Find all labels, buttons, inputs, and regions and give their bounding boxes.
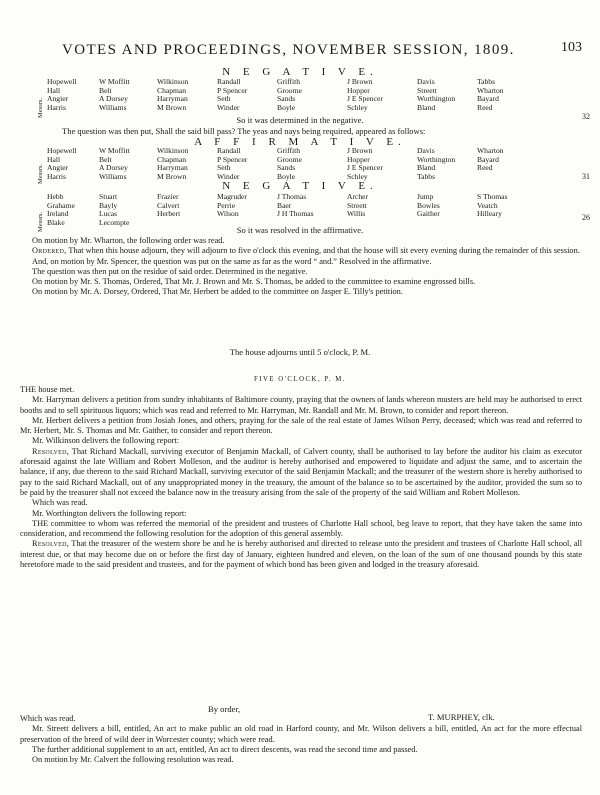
vote-column bbox=[157, 147, 188, 181]
member-name: J E Spencer bbox=[347, 163, 383, 173]
member-name: S Thomas bbox=[477, 192, 508, 201]
member-name: Chapman bbox=[157, 85, 187, 95]
affirmative-vote-list bbox=[47, 147, 567, 183]
member-name: Worthington bbox=[417, 154, 456, 164]
paragraph: Mr. Streett delivers a bill, entitled, An act to make public an old road in Harford county, and Mr. Wilson delivers a bill, entitled, An act for the more effectual preservation of the breed of wild deer in Worcester county; which were read. bbox=[20, 724, 582, 744]
page-number: 103 bbox=[561, 40, 582, 55]
member-name: Winder bbox=[217, 171, 240, 181]
member-name: J Brown bbox=[347, 146, 373, 155]
member-name: Chapman bbox=[157, 154, 187, 164]
paragraph: Which was read. bbox=[32, 498, 88, 508]
member-name: Hilleary bbox=[477, 209, 502, 219]
member-name: Jump bbox=[417, 192, 434, 201]
member-name: P Spencer bbox=[217, 154, 248, 164]
paragraph: Resolved, That Richard Mackall, surviving executor of Benjamin Mackall, of Calvert county, shall be authorised to lay before the auditor his claim as executor aforesaid against the late William and Robert Molleson, and the auditor is hereby authorised and empowered to liquidate and adjust the same, and to ascertain the balance, if any, due thereon to the said Richard Mackall, surviving executor of the said Benjamin Mackall; and the treasurer of the western shore is hereby authorised to pay to the said Richard Mackall, out of any unappropriated money in the treasury, the amount of the balance so to be ascertained by the auditor, provided the sum so to be paid by the treasurer shall not exceed the balance now in the treasury arising from the sale of the property of the said William and Robert Molleson. bbox=[20, 446, 582, 497]
member-name: Groome bbox=[277, 85, 302, 95]
member-name: J E Spencer bbox=[347, 94, 383, 104]
member-name: Frazier bbox=[157, 192, 179, 201]
member-name: Sands bbox=[277, 163, 296, 173]
messrs-label: Messrs. bbox=[37, 97, 44, 118]
page-header bbox=[62, 42, 582, 62]
member-name: Bowles bbox=[417, 200, 440, 210]
member-name: Streett bbox=[417, 85, 437, 95]
paragraph: THE committee to whom was referred the memorial of the president and trustees of Charlotte Hall school, beg leave to report, that they have taken the same into consideration, and recommend the following resolution for the adoption of this general assembly. bbox=[20, 518, 582, 539]
member-name: Groome bbox=[277, 154, 302, 164]
running-title: VOTES AND PROCEEDINGS, NOVEMBER SESSION, 1809. bbox=[62, 42, 515, 58]
paragraph: And, on motion by Mr. Spencer, the question was put on the same as far as the word “ and.” Resolved in the affirmative. bbox=[32, 256, 432, 266]
vote-column bbox=[157, 78, 188, 112]
member-name: Angier bbox=[47, 163, 69, 173]
member-name: Bayard bbox=[477, 94, 499, 104]
member-name: Wilkinson bbox=[157, 146, 189, 155]
affirmative-heading: A F F I R M A T I V E. bbox=[194, 136, 406, 148]
member-name: Herbert bbox=[157, 209, 181, 219]
member-name: Bayard bbox=[477, 154, 499, 164]
member-name: Reed bbox=[477, 163, 493, 173]
member-name: Archer bbox=[347, 192, 369, 201]
vote-column bbox=[417, 78, 455, 112]
negative-vote-list bbox=[47, 78, 567, 114]
member-name: J Brown bbox=[347, 77, 373, 86]
clerk-signature: T. MURPHEY, clk. bbox=[428, 712, 495, 722]
vote-column bbox=[99, 193, 129, 227]
paragraph: Mr. Harryman delivers a petition from sundry inhabitants of Baltimore county, praying that the owners of lands whereon musters are held may be authorised to erect booths and to sell spirituous liquors; which was read and referred to Mr. Harryman, Mr. Randall and Mr. M. Brown, to consider and report thereon. bbox=[20, 395, 582, 415]
paragraph-lead: Ordered, bbox=[32, 246, 67, 256]
member-name: P Spencer bbox=[217, 85, 248, 95]
member-name: Bland bbox=[417, 163, 436, 173]
paragraph: Ordered, That when this house adjourn, they will adjourn to five o'clock this evening, and that the house will sit every evening during the remainder of this session. bbox=[32, 246, 580, 256]
paragraph: Mr. Worthington delivers the following report: bbox=[32, 508, 187, 518]
member-name: Hebb bbox=[47, 192, 64, 201]
member-name: Davis bbox=[417, 146, 435, 155]
member-name: Boyle bbox=[277, 171, 296, 181]
member-name: Worthington bbox=[417, 94, 456, 104]
member-name: Boyle bbox=[277, 102, 296, 112]
member-name: Schley bbox=[347, 102, 368, 112]
member-name: Randall bbox=[217, 146, 241, 155]
member-name: Hopewell bbox=[47, 77, 77, 86]
member-name: Lecompte bbox=[99, 217, 130, 227]
paragraph: On motion by Mr. Wharton, the following order was read. bbox=[32, 236, 225, 245]
messrs-label: Messrs. bbox=[37, 211, 44, 232]
member-name: Gaither bbox=[417, 209, 440, 219]
paragraph: Which was read. bbox=[20, 714, 76, 723]
member-name: Baer bbox=[277, 200, 292, 210]
vote-column bbox=[99, 147, 130, 181]
member-name: Griffith bbox=[277, 146, 301, 155]
by-order-line: By order, bbox=[208, 704, 241, 714]
vote-column bbox=[277, 193, 314, 219]
negative-heading: N E G A T I V E. bbox=[222, 66, 378, 78]
vote-column bbox=[217, 193, 247, 219]
member-name: M Brown bbox=[157, 171, 187, 181]
negative-vote-list-2 bbox=[47, 193, 567, 229]
member-name: Harris bbox=[47, 102, 66, 112]
negative-result: So it was determined in the negative. bbox=[236, 115, 364, 125]
member-name: Williams bbox=[99, 171, 127, 181]
affirmative-result: So it was resolved in the affirmative. bbox=[236, 225, 364, 235]
vote-column bbox=[217, 147, 247, 181]
paragraph: THE house met. bbox=[20, 385, 75, 394]
vote-column bbox=[417, 147, 455, 181]
member-name: Perrie bbox=[217, 200, 236, 210]
member-name: Hall bbox=[47, 154, 61, 164]
member-name: Hopper bbox=[347, 85, 370, 95]
member-name: Bayly bbox=[99, 200, 118, 210]
vote-column bbox=[47, 147, 77, 181]
member-name: Seth bbox=[217, 94, 231, 104]
paragraph: Resolved, That the treasurer of the western shore be and he is hereby authorised and directed to release unto the president and trustees of Charlotte Hall school, all interest due, or that may become due on or before the first day of January, eighteen hundred and eleven, on the loan of the sum of one thousand pounds by this state heretofore made to the said president and trustees, and for the payment of which bond has been given and lodged in the treasury aforesaid. bbox=[20, 539, 582, 570]
member-name: Veatch bbox=[477, 200, 498, 210]
negative-tally-2: 26 bbox=[582, 213, 590, 222]
paragraph: On motion by Mr. Calvert the following resolution was read. bbox=[32, 755, 234, 765]
question-line: The question was then put, Shall the said bill pass? The yeas and nays being required, appeared as follows: bbox=[62, 126, 426, 136]
member-name: Griffith bbox=[277, 77, 301, 86]
paragraph: Mr. Wilkinson delivers the following report: bbox=[32, 436, 179, 446]
proceedings-section-1 bbox=[20, 236, 582, 298]
member-name: A Dorsey bbox=[99, 94, 128, 104]
paragraph: The further additional supplement to an act, entitled, An act to direct descents, was read the second time and passed. bbox=[32, 744, 418, 754]
vote-column bbox=[477, 147, 504, 173]
member-name: Harris bbox=[47, 171, 66, 181]
member-name: Hopewell bbox=[47, 146, 77, 155]
member-name: Wilkinson bbox=[157, 77, 189, 86]
negative-tally: 32 bbox=[582, 112, 590, 121]
vote-column bbox=[347, 147, 383, 181]
member-name: Hopper bbox=[347, 154, 370, 164]
member-name: Ireland bbox=[47, 209, 69, 219]
member-name: Winder bbox=[217, 102, 240, 112]
member-name: Blake bbox=[47, 217, 65, 227]
member-name: A Dorsey bbox=[99, 163, 128, 173]
member-name: Calvert bbox=[157, 200, 180, 210]
vote-column bbox=[277, 147, 302, 181]
member-name: Belt bbox=[99, 154, 112, 164]
paragraph: On motion by Mr. S. Thomas, Ordered, That Mr. J. Brown and Mr. S. Thomas, be added to the committee to examine engrossed bills. bbox=[32, 277, 476, 287]
vote-column bbox=[477, 78, 504, 112]
member-name: J Thomas bbox=[277, 192, 307, 201]
member-name: Willis bbox=[347, 209, 366, 219]
paragraph-lead: Resolved, bbox=[32, 539, 70, 549]
member-name: Wilson bbox=[217, 209, 239, 219]
member-name: Streett bbox=[347, 200, 367, 210]
vote-column bbox=[47, 78, 77, 112]
member-name: Lucas bbox=[99, 209, 118, 219]
vote-column bbox=[477, 193, 507, 219]
affirmative-tally: 31 bbox=[582, 172, 590, 181]
member-name: Grahame bbox=[47, 200, 75, 210]
member-name: W Moffitt bbox=[99, 146, 130, 155]
member-name: Williams bbox=[99, 102, 127, 112]
member-name: Randall bbox=[217, 77, 241, 86]
member-name: Harryman bbox=[157, 163, 188, 173]
member-name: Sands bbox=[277, 94, 296, 104]
member-name: Wharton bbox=[477, 85, 504, 95]
member-name: Magruder bbox=[217, 192, 247, 201]
vote-column bbox=[99, 78, 130, 112]
paragraph: Mr. Herbert delivers a petition from Josiah Jones, and others, praying for the sale of the real estate of James Wilson Perry, deceased; which was read and referred to Mr. Herbert, Mr. S. Thomas and Mr. Gaither, to consider and report thereon. bbox=[20, 415, 582, 436]
member-name: Stuart bbox=[99, 192, 118, 201]
member-name: W Moffitt bbox=[99, 77, 130, 86]
member-name: Hall bbox=[47, 85, 61, 95]
vote-column bbox=[347, 78, 383, 112]
member-name: Tabbs bbox=[417, 171, 436, 181]
member-name: Davis bbox=[417, 77, 435, 86]
member-name: Belt bbox=[99, 85, 112, 95]
vote-column bbox=[157, 193, 180, 219]
member-name: Wharton bbox=[477, 146, 504, 155]
adjournment-line: The house adjourns until 5 o'clock, P. M. bbox=[229, 347, 371, 357]
paragraph: The question was then put on the residue of said order. Determined in the negative. bbox=[32, 266, 308, 276]
member-name: Harryman bbox=[157, 94, 188, 104]
member-name: Schley bbox=[347, 171, 368, 181]
paragraph-lead: Resolved, bbox=[32, 446, 70, 456]
member-name: Bland bbox=[417, 102, 436, 112]
member-name: Reed bbox=[477, 102, 493, 112]
negative-heading-2: N E G A T I V E. bbox=[222, 180, 378, 192]
member-name: Tabbs bbox=[477, 77, 496, 86]
vote-column bbox=[217, 78, 247, 112]
evening-session-caption: FIVE O'CLOCK, P. M. bbox=[253, 376, 347, 383]
vote-column bbox=[347, 193, 368, 219]
member-name: M Brown bbox=[157, 102, 187, 112]
member-name: Angier bbox=[47, 94, 69, 104]
messrs-label: Messrs. bbox=[37, 163, 44, 184]
member-name: Seth bbox=[217, 163, 231, 173]
vote-column bbox=[417, 193, 440, 219]
proceedings-section-2 bbox=[20, 385, 582, 570]
member-name: J H Thomas bbox=[277, 209, 314, 219]
paragraph: On motion by Mr. A. Dorsey, Ordered, That Mr. Herbert be added to the committee on Jasper E. Tilly's petition. bbox=[32, 287, 403, 297]
vote-column bbox=[277, 78, 302, 112]
vote-column bbox=[47, 193, 75, 227]
proceedings-section-3 bbox=[20, 714, 582, 765]
